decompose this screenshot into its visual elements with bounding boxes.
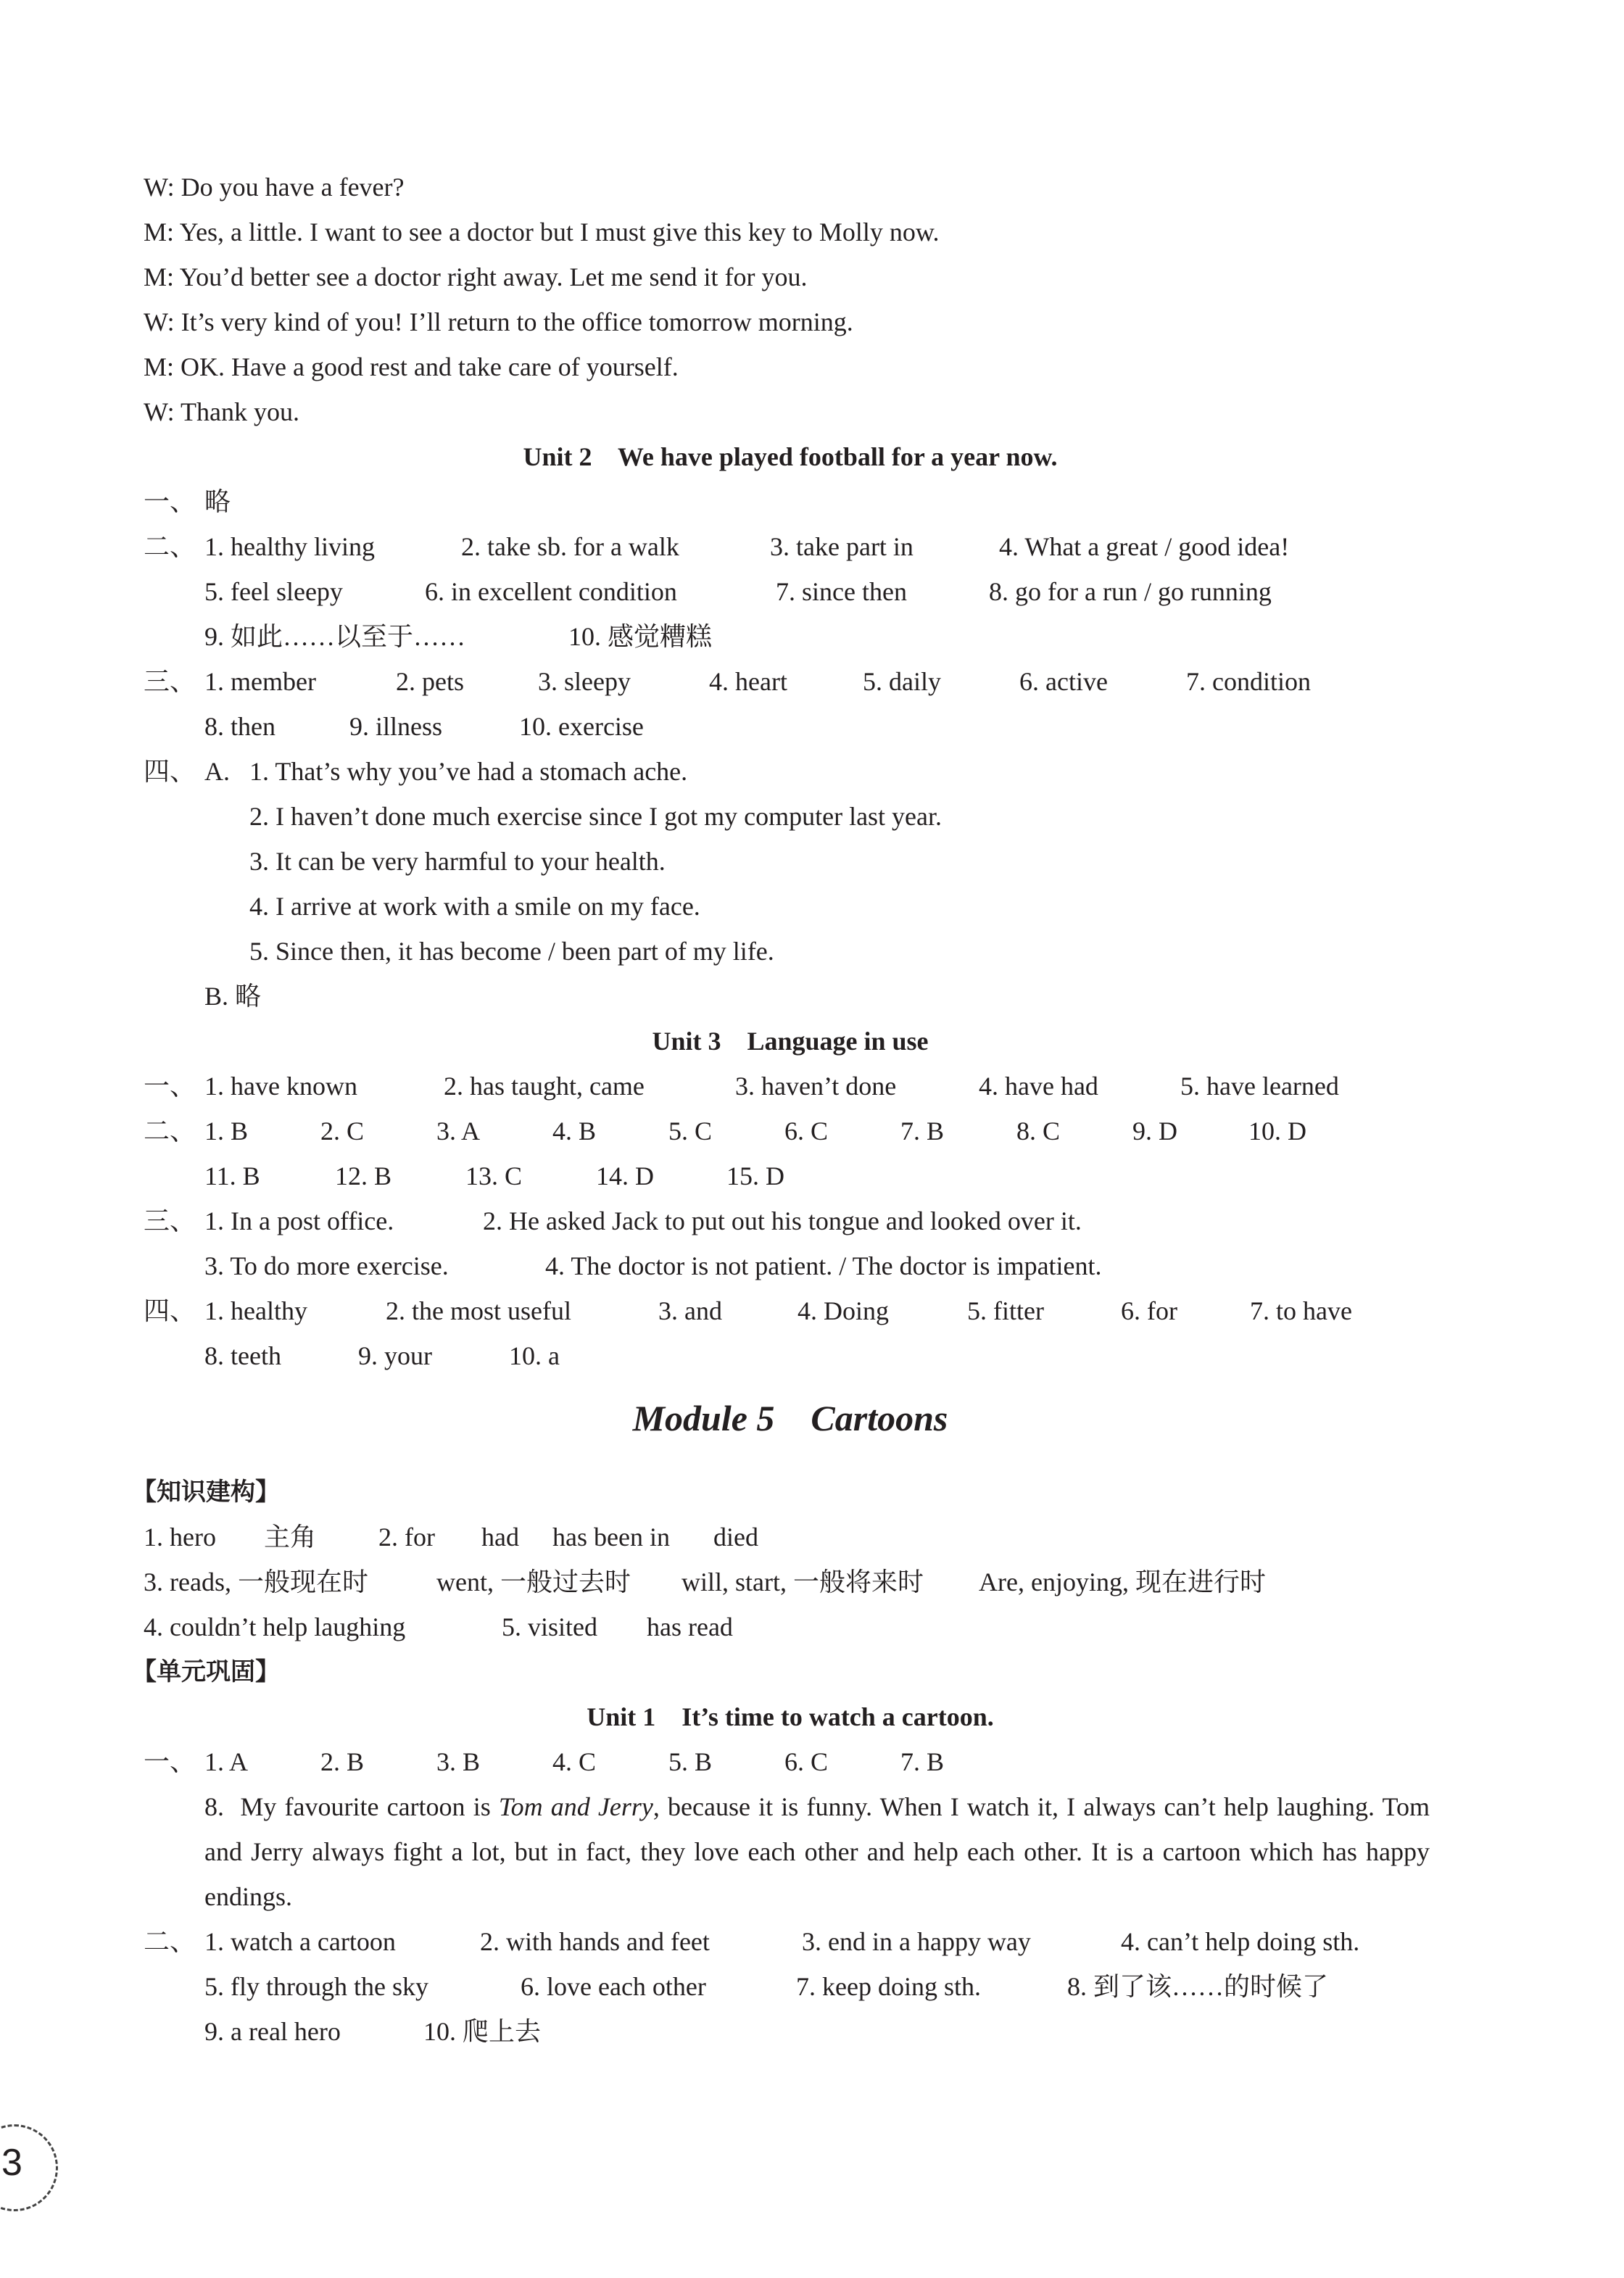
answer: 5. C bbox=[668, 1117, 713, 1146]
answer: 10. a bbox=[509, 1341, 560, 1370]
answer: 4. Doing bbox=[798, 1296, 889, 1325]
answer: 4. can’t help doing sth. bbox=[1121, 1927, 1360, 1956]
answer: 7. since then bbox=[776, 577, 907, 606]
answer: 10. D bbox=[1248, 1117, 1306, 1146]
answer-row bbox=[0, 1604, 1624, 1649]
answer-row bbox=[0, 479, 1624, 524]
answer: 5. have learned bbox=[1180, 1072, 1339, 1101]
answer: 9. your bbox=[358, 1341, 432, 1370]
answer: 9. D bbox=[1132, 1117, 1177, 1146]
answer: had bbox=[481, 1523, 519, 1552]
subsection-label: A. bbox=[204, 757, 230, 786]
unit3-heading bbox=[0, 1019, 1624, 1064]
answer: 4. What a great / good idea! bbox=[999, 532, 1290, 561]
answer: 8. teeth bbox=[204, 1341, 281, 1370]
answer: 3. To do more exercise. bbox=[204, 1251, 449, 1280]
cartoon-title: Tom and Jerry bbox=[498, 1792, 653, 1821]
dialogue-line bbox=[0, 299, 1624, 344]
answer-row bbox=[0, 974, 1624, 1019]
answer: 5. fitter bbox=[967, 1296, 1044, 1325]
answer: went, 一般过去时 bbox=[436, 1567, 631, 1596]
answer: 2. for bbox=[378, 1523, 435, 1552]
answer: 2. with hands and feet bbox=[480, 1927, 710, 1956]
unit-title: Unit 3 Language in use bbox=[652, 1027, 929, 1056]
answer: 3. reads, 一般现在时 bbox=[144, 1567, 368, 1596]
answer: 6. in excellent condition bbox=[425, 577, 677, 606]
answer-row bbox=[0, 1739, 1624, 1784]
answer-text: , because it is funny. When I watch it, I always can’t help laughing. Tom and Jerry always fight a lot, but in fact, they love each other and help each other. It is a cartoon which has happy endings. bbox=[204, 1792, 1430, 1911]
answer: has read bbox=[647, 1612, 733, 1641]
answer-row bbox=[0, 884, 1624, 929]
answer: 9. illness bbox=[349, 712, 443, 741]
section-header-row bbox=[0, 1649, 1624, 1694]
answer-row bbox=[0, 2009, 1624, 2054]
answer-text: 8. My favourite cartoon is bbox=[204, 1792, 499, 1821]
answer: 2. B bbox=[320, 1747, 365, 1776]
answer: 1. A bbox=[204, 1747, 249, 1776]
answer: 9. 如此……以至于…… bbox=[204, 622, 466, 651]
answer: B. 略 bbox=[204, 982, 262, 1011]
answer: 5. daily bbox=[863, 667, 941, 696]
answer: 1. healthy bbox=[204, 1296, 307, 1325]
answer-row bbox=[0, 1243, 1624, 1288]
answer: 12. B bbox=[335, 1161, 392, 1190]
module-heading bbox=[0, 1389, 1624, 1447]
answer-row bbox=[0, 614, 1624, 659]
answer: 3. end in a happy way bbox=[802, 1927, 1031, 1956]
answer-row bbox=[0, 1333, 1624, 1378]
answer: 7. to have bbox=[1250, 1296, 1352, 1325]
answer: 5. fly through the sky bbox=[204, 1972, 428, 2001]
answer-row bbox=[0, 524, 1624, 569]
answer: 9. a real hero bbox=[204, 2017, 341, 2046]
page-number: 3 bbox=[1, 2142, 22, 2184]
answer: 2. He asked Jack to put out his tongue and looked over it. bbox=[483, 1206, 1082, 1235]
answer: 11. B bbox=[204, 1161, 260, 1190]
answer: 10. 爬上去 bbox=[423, 2017, 542, 2046]
answer: 7. condition bbox=[1186, 667, 1311, 696]
answer-row bbox=[0, 1198, 1624, 1243]
answer: 2. pets bbox=[396, 667, 464, 696]
answer: 6. C bbox=[784, 1747, 829, 1776]
consolidation-header: 【单元巩固】 bbox=[132, 1657, 280, 1686]
section-number: 四、 bbox=[144, 757, 196, 786]
answer: 7. B bbox=[900, 1117, 945, 1146]
answer: 4. I arrive at work with a smile on my face. bbox=[249, 892, 700, 921]
dialogue-line bbox=[0, 254, 1624, 299]
answer-row bbox=[0, 1064, 1624, 1109]
answer: 1. hero bbox=[144, 1523, 216, 1552]
answer: 6. C bbox=[784, 1117, 829, 1146]
answer: 1. healthy living bbox=[204, 532, 375, 561]
answer: 4. B bbox=[552, 1117, 597, 1146]
module-title: Module 5 Cartoons bbox=[632, 1398, 948, 1438]
unit1-heading bbox=[0, 1694, 1624, 1739]
answer: 10. exercise bbox=[519, 712, 644, 741]
answer: 10. 感觉糟糕 bbox=[568, 622, 713, 651]
unit-title: Unit 1 It’s time to watch a cartoon. bbox=[587, 1702, 994, 1731]
answer: died bbox=[713, 1523, 758, 1552]
answer-row bbox=[0, 1964, 1624, 2009]
answer: 6. active bbox=[1019, 667, 1108, 696]
answer: 8. go for a run / go running bbox=[989, 577, 1272, 606]
answer: 8. 到了该……的时候了 bbox=[1067, 1972, 1329, 2001]
dialogue-line bbox=[0, 165, 1624, 210]
answer: 5. feel sleepy bbox=[204, 577, 343, 606]
answer: Are, enjoying, 现在进行时 bbox=[979, 1567, 1266, 1596]
answer: 6. love each other bbox=[521, 1972, 706, 2001]
dialogue-text: W: Thank you. bbox=[144, 397, 299, 426]
answer: 2. take sb. for a walk bbox=[461, 532, 679, 561]
answer: 1. In a post office. bbox=[204, 1206, 394, 1235]
answer: 3. and bbox=[658, 1296, 722, 1325]
section-number: 二、 bbox=[144, 1117, 196, 1146]
answer: 2. the most useful bbox=[386, 1296, 571, 1325]
answer: 4. C bbox=[552, 1747, 597, 1776]
answer: 6. for bbox=[1121, 1296, 1177, 1325]
answer: 7. keep doing sth. bbox=[796, 1972, 981, 2001]
answer-row bbox=[0, 704, 1624, 749]
answer: 14. D bbox=[596, 1161, 654, 1190]
answer: 2. I haven’t done much exercise since I got my computer last year. bbox=[249, 802, 942, 831]
answer: 4. heart bbox=[709, 667, 787, 696]
answer: 5. Since then, it has become / been part of my life. bbox=[249, 937, 774, 966]
answer: 1. watch a cartoon bbox=[204, 1927, 396, 1956]
answer: 1. That’s why you’ve had a stomach ache. bbox=[249, 757, 688, 786]
section-number: 一、 bbox=[144, 1072, 196, 1101]
answer: 5. visited bbox=[502, 1612, 597, 1641]
answer: 1. B bbox=[204, 1117, 249, 1146]
section-number: 三、 bbox=[144, 667, 196, 696]
section-header-row bbox=[0, 1470, 1624, 1515]
answer: 13. C bbox=[465, 1161, 523, 1190]
dialogue-text: M: You’d better see a doctor right away. Let me send it for you. bbox=[144, 262, 808, 291]
answer-row bbox=[0, 1560, 1624, 1604]
knowledge-header: 【知识建构】 bbox=[132, 1478, 280, 1507]
dialogue-line bbox=[0, 210, 1624, 254]
dialogue-text: W: It’s very kind of you! I’ll return to the office tomorrow morning. bbox=[144, 307, 853, 336]
answer: 3. sleepy bbox=[538, 667, 631, 696]
section-number: 二、 bbox=[144, 532, 196, 561]
dialogue-line bbox=[0, 389, 1624, 434]
dialogue-text: W: Do you have a fever? bbox=[144, 173, 405, 202]
dialogue-text: M: Yes, a little. I want to see a doctor but I must give this key to Molly now. bbox=[144, 218, 940, 247]
answer-row bbox=[0, 749, 1624, 794]
answer: 主角 bbox=[264, 1523, 317, 1552]
section-number: 一、 bbox=[144, 1747, 196, 1776]
section-number: 四、 bbox=[144, 1296, 196, 1325]
answer: 3. haven’t done bbox=[735, 1072, 897, 1101]
answer: will, start, 一般将来时 bbox=[682, 1567, 924, 1596]
answer: 7. B bbox=[900, 1747, 945, 1776]
answer: 2. C bbox=[320, 1117, 365, 1146]
answer-row bbox=[0, 1154, 1624, 1198]
section-number: 一、 bbox=[144, 487, 196, 516]
answer: 3. A bbox=[436, 1117, 481, 1146]
answer-row bbox=[0, 839, 1624, 884]
answer-paragraph bbox=[204, 1784, 1430, 1919]
answer: 3. It can be very harmful to your health. bbox=[249, 847, 666, 876]
section-number: 三、 bbox=[144, 1206, 196, 1235]
answer: 略 bbox=[204, 487, 231, 516]
answer: 5. B bbox=[668, 1747, 713, 1776]
answer: 2. has taught, came bbox=[444, 1072, 645, 1101]
answer: 8. then bbox=[204, 712, 276, 741]
dialogue-text: M: OK. Have a good rest and take care of yourself. bbox=[144, 352, 679, 381]
answer: 1. member bbox=[204, 667, 316, 696]
answer: 8. C bbox=[1016, 1117, 1061, 1146]
answer-row bbox=[0, 1919, 1624, 1964]
answer: 4. have had bbox=[979, 1072, 1098, 1101]
answer-row bbox=[0, 659, 1624, 704]
answer-row bbox=[0, 1288, 1624, 1333]
unit2-heading bbox=[0, 434, 1624, 479]
answer-row bbox=[0, 929, 1624, 974]
answer-row bbox=[0, 794, 1624, 839]
answer-row bbox=[0, 569, 1624, 614]
answer: 15. D bbox=[726, 1161, 784, 1190]
answer: 4. The doctor is not patient. / The doctor is impatient. bbox=[545, 1251, 1102, 1280]
section-number: 二、 bbox=[144, 1927, 196, 1956]
answer: 3. B bbox=[436, 1747, 481, 1776]
answer: 3. take part in bbox=[770, 532, 914, 561]
answer: has been in bbox=[552, 1523, 670, 1552]
answer-row bbox=[0, 1109, 1624, 1154]
answer-row bbox=[0, 1515, 1624, 1560]
answer: 1. have known bbox=[204, 1072, 357, 1101]
answer: 4. couldn’t help laughing bbox=[144, 1612, 406, 1641]
unit-title: Unit 2 We have played football for a year now. bbox=[523, 442, 1058, 471]
dialogue-line bbox=[0, 344, 1624, 389]
